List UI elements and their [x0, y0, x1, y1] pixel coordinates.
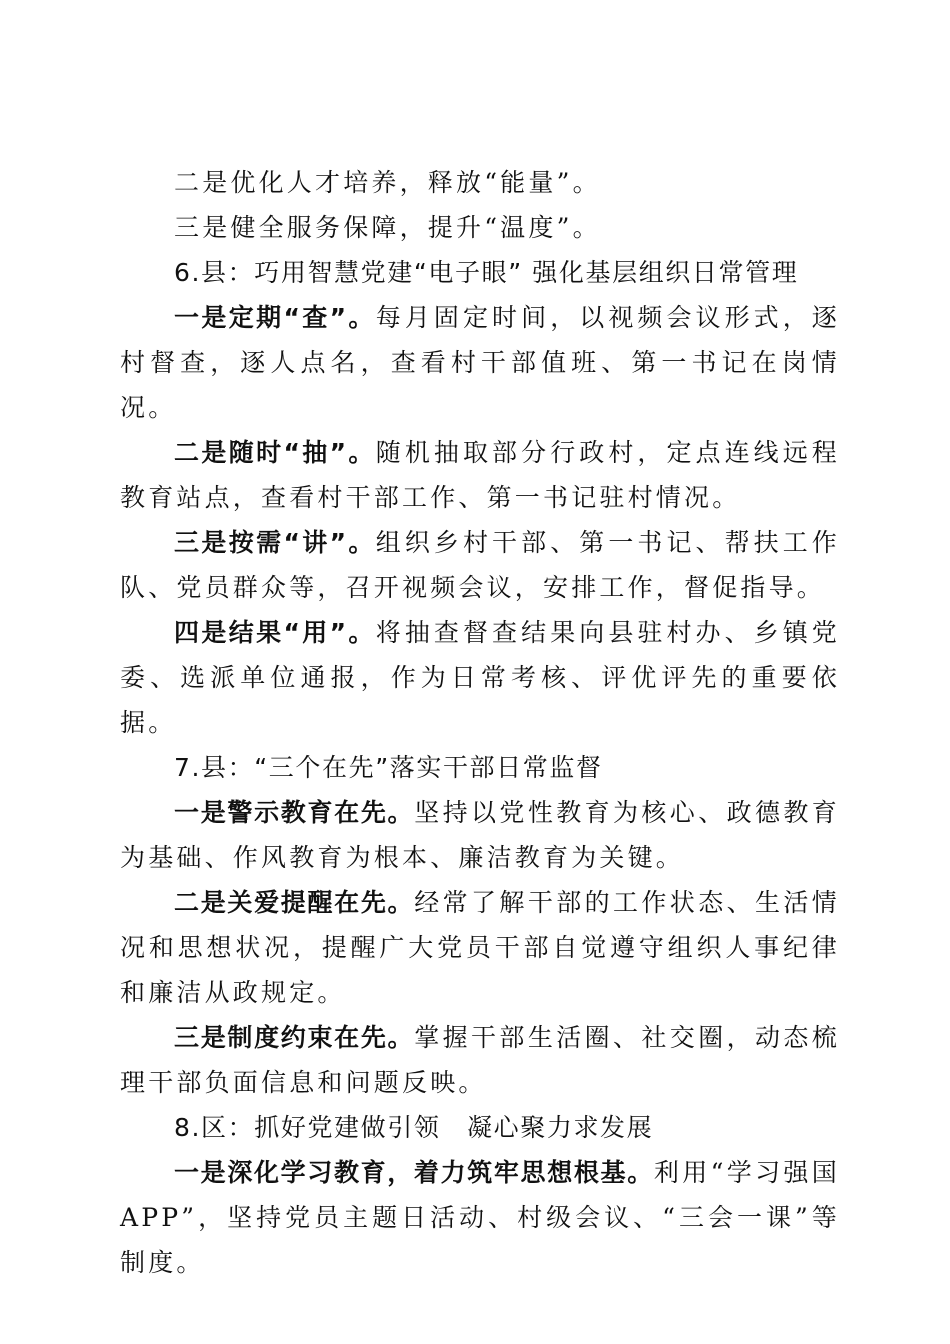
heading-text: 6.县：巧用智慧党建“电子眼” 强化基层组织日常管理 [174, 258, 799, 287]
paragraph-text: 组织乡村干部、第一书记、帮扶工作队、党员群众等，召开视频会议，安排工作，督促指导。 [120, 528, 840, 602]
paragraph-text: 三是健全服务保障，提升“温度”。 [174, 213, 601, 242]
section-heading-6 [120, 250, 840, 295]
heading-text: 7.县：“三个在先”落实干部日常监督 [174, 753, 603, 782]
paragraph-deepen-learning [120, 1150, 840, 1285]
paragraph-on-demand-talk [120, 520, 840, 610]
lead-phrase: 一是定期“查”。 [174, 303, 376, 332]
paragraph-regular-check [120, 295, 840, 430]
lead-phrase: 二是随时“抽”。 [174, 438, 376, 467]
lead-phrase: 一是深化学习教育，着力筑牢思想根基。 [174, 1158, 654, 1187]
paragraph-text: 掌握干部生活圈、社交圈，动态梳理干部负面信息和问题反映。 [120, 1023, 840, 1097]
paragraph-text: 每月固定时间，以视频会议形式，逐村督查，逐人点名，查看村干部值班、第一书记在岗情况。 [120, 303, 840, 422]
paragraph-system-constraint [120, 1015, 840, 1105]
lead-phrase: 三是按需“讲”。 [174, 528, 376, 557]
paragraph-text: 利用“学习强国APP”，坚持党员主题日活动、村级会议、“三会一课”等制度。 [120, 1158, 840, 1277]
paragraph-care-reminder [120, 880, 840, 1015]
paragraph-text: 经常了解干部的工作状态、生活情况和思想状况，提醒广大党员干部自觉遵守组织人事纪律和廉洁从政规定。 [120, 888, 840, 1007]
paragraph-service-guarantee [120, 205, 840, 250]
lead-phrase: 一是警示教育在先。 [174, 798, 415, 827]
paragraph-text: 随机抽取部分行政村，定点连线远程教育站点，查看村干部工作、第一书记驻村情况。 [120, 438, 840, 512]
paragraph-text: 二是优化人才培养，释放“能量”。 [174, 168, 601, 197]
document-body [120, 160, 840, 1285]
paragraph-talent-training [120, 160, 840, 205]
paragraph-warning-education [120, 790, 840, 880]
heading-text: 8.区：抓好党建做引领 凝心聚力求发展 [174, 1113, 654, 1142]
paragraph-text: 坚持以党性教育为核心、政德教育为基础、作风教育为根本、廉洁教育为关键。 [120, 798, 840, 872]
section-heading-8 [120, 1105, 840, 1150]
paragraph-random-sampling [120, 430, 840, 520]
lead-phrase: 四是结果“用”。 [174, 618, 376, 647]
section-heading-7 [120, 745, 840, 790]
lead-phrase: 三是制度约束在先。 [174, 1023, 415, 1052]
lead-phrase: 二是关爱提醒在先。 [174, 888, 415, 917]
paragraph-result-use [120, 610, 840, 745]
paragraph-text: 将抽查督查结果向县驻村办、乡镇党委、选派单位通报，作为日常考核、评优评先的重要依据。 [120, 618, 840, 737]
